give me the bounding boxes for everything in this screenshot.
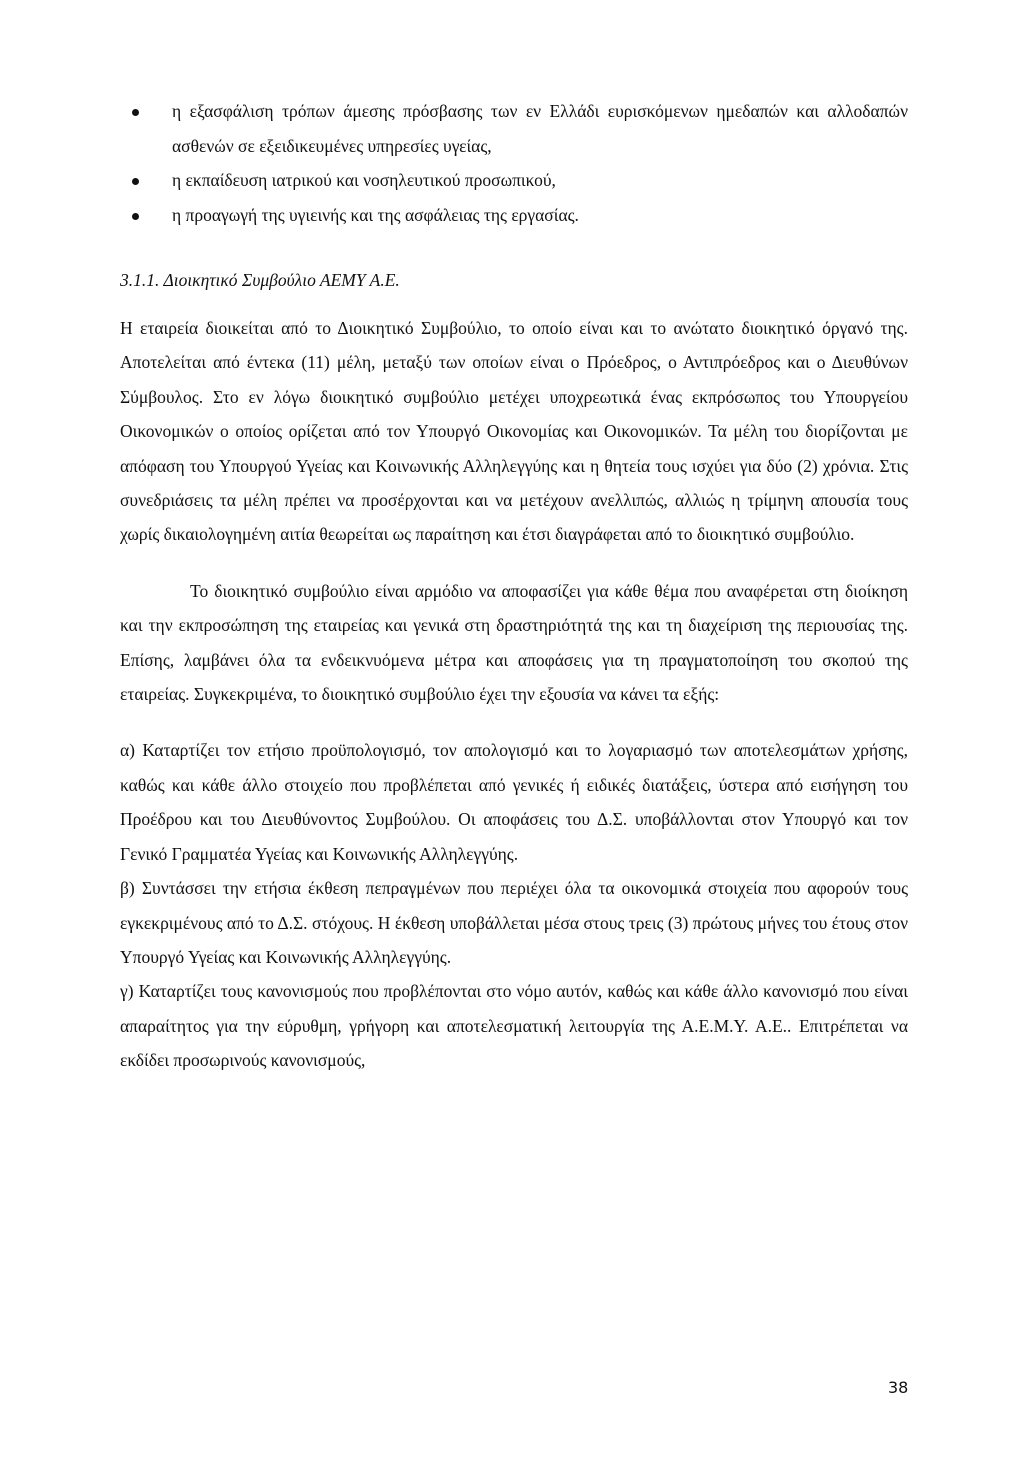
bullet-text: η προαγωγή της υγιεινής και της ασφάλειας της εργασίας. — [172, 204, 579, 225]
page-number: 38 — [888, 1378, 909, 1397]
bullet-dot-icon — [132, 213, 139, 220]
bullet-dot-icon — [132, 109, 139, 116]
bullet-text: η εξασφάλιση τρόπων άμεσης πρόσβασης των εν Ελλάδι ευρισκόμενων ημεδαπών και αλλοδαπών ασθενών σε εξειδικευμένες υπηρεσίες υγείας, — [172, 101, 908, 156]
paragraph-board-composition: Η εταιρεία διοικείται από το Διοικητικό Συμβούλιο, το οποίο είναι και το ανώτατο διοικητικό όργανό της. Αποτελείται από έντεκα (11) μέλη, μεταξύ των οποίων είναι ο Πρόεδρος, ο Αντιπρόεδρος και ο Διευθύνων Σύμβουλος. Στο εν λόγω διοικητικό συμβούλιο μετέχει υποχρεωτικά ένας εκπρόσωπος του Υπουργείου Οικονομικών ο οποίος ορίζεται από τον Υπουργό Οικονομίας και Οικονομικών. Τα μέλη του διορίζονται με απόφαση του Υπουργού Υγείας και Κοινωνικής Αλληλεγγύης και η θητεία τους ισχύει για δύο (2) χρόνια. Στις συνεδριάσεις τα μέλη πρέπει να προσέρχονται και να μετέχουν ανελλιπώς, αλλιώς η τρίμηνη απουσία τους χωρίς δικαιολογημένη αιτία θεωρείται ως παραίτηση και έτσι διαγράφεται από το διοικητικό συμβούλιο. — [120, 318, 908, 545]
list-item-a: α) Καταρτίζει τον ετήσιο προϋπολογισμό, τον απολογισμό και το λογαριασμό των αποτελεσμάτων χρήσης, καθώς και κάθε άλλο στοιχείο που προβλέπεται από γενικές ή ειδικές διατάξεις, ύστερα από εισήγηση του Προέδρου και του Διευθύνοντος Συμβούλου. Οι αποφάσεις του Δ.Σ. υποβάλλονται στον Υπουργό και τον Γενικό Γραμματέα Υγείας και Κοινωνικής Αλληλεγγύης. — [120, 740, 908, 864]
bullet-list — [120, 94, 908, 232]
list-item-c: γ) Καταρτίζει τους κανονισμούς που προβλέπονται στο νόμο αυτόν, καθώς και κάθε άλλο κανονισμό που είναι απαραίτητος για την εύρυθμη, γρήγορη και αποτελεσματική λειτουργία της Α.Ε.Μ.Υ. Α.Ε.. Επιτρέπεται να εκδίδει προσωρινούς κανονισμούς, — [120, 981, 908, 1071]
paragraph-board-powers: Το διοικητικό συμβούλιο είναι αρμόδιο να αποφασίζει για κάθε θέμα που αναφέρεται στη διοίκηση και την εκπροσώπηση της εταιρείας και γενικά στη δραστηριότητά της και τη διαχείριση της περιουσίας της. Επίσης, λαμβάνει όλα τα ενδεικνυόμενα μέτρα και αποφάσεις για τη πραγματοποίηση του σκοπού της εταιρείας. Συγκεκριμένα, το διοικητικό συμβούλιο έχει την εξουσία να κάνει τα εξής: — [120, 580, 908, 705]
bullet-dot-icon — [132, 178, 139, 185]
list-item-b: β) Συντάσσει την ετήσια έκθεση πεπραγμένων που περιέχει όλα τα οικονομικά στοιχεία που αφορούν τους εγκεκριμένους από το Δ.Σ. στόχους. Η έκθεση υποβάλλεται μέσα στους τρεις (3) πρώτους μήνες του έτους στον Υπουργό Υγείας και Κοινωνικής Αλληλεγγύης. — [120, 878, 908, 967]
bullet-item — [72, 198, 908, 233]
bullet-text: η εκπαίδευση ιατρικού και νοσηλευτικού προσωπικού, — [172, 170, 556, 190]
bullet-item — [72, 94, 908, 163]
bullet-item — [72, 163, 908, 198]
page-content — [120, 94, 908, 1078]
section-number: 3.1.1. — [120, 270, 160, 290]
section-title: Διοικητικό Συμβούλιο ΑΕΜΥ Α.Ε. — [163, 270, 400, 290]
section-heading — [120, 263, 908, 297]
